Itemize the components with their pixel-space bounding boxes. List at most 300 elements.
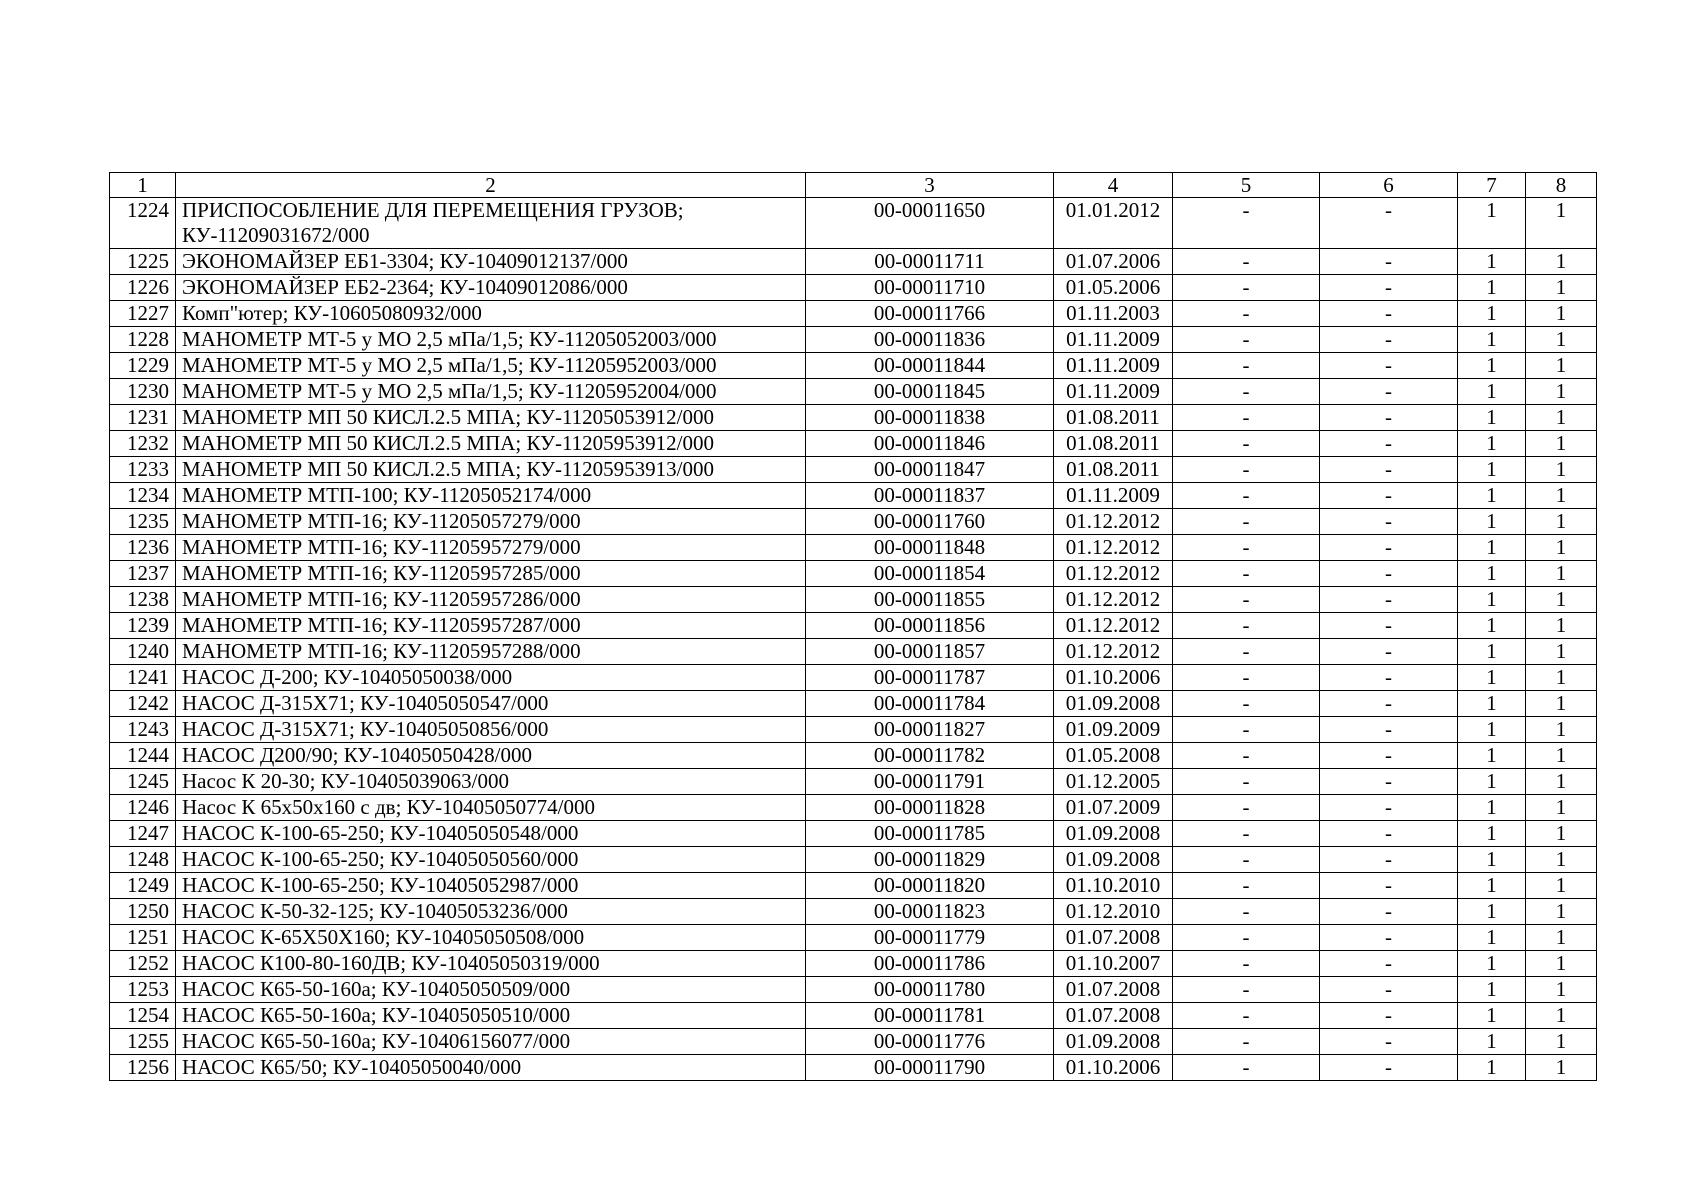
- table-header-row: [110, 173, 1597, 198]
- table-row: [110, 198, 1597, 249]
- column-6-cell: -: [1320, 535, 1458, 561]
- column-7-cell: 1: [1458, 457, 1526, 483]
- row-number-cell: 1246: [110, 795, 176, 821]
- table-row: [110, 717, 1597, 743]
- column-6-cell: -: [1320, 951, 1458, 977]
- column-7-cell: 1: [1458, 1029, 1526, 1055]
- column-6-cell: -: [1320, 405, 1458, 431]
- inventory-code-cell: 00-00011854: [806, 561, 1054, 587]
- item-name-cell: НАСОС К-50-32-125; КУ-10405053236/000: [176, 899, 806, 925]
- column-6-cell: -: [1320, 587, 1458, 613]
- date-cell: 01.11.2009: [1054, 327, 1173, 353]
- column-7-cell: 1: [1458, 379, 1526, 405]
- item-name-cell: НАСОС Д-315Х71; КУ-10405050856/000: [176, 717, 806, 743]
- table-row: [110, 925, 1597, 951]
- inventory-code-cell: 00-00011844: [806, 353, 1054, 379]
- inventory-code-cell: 00-00011790: [806, 1055, 1054, 1081]
- column-8-cell: 1: [1526, 561, 1597, 587]
- column-6-cell: -: [1320, 873, 1458, 899]
- row-number-cell: 1242: [110, 691, 176, 717]
- row-number-cell: 1233: [110, 457, 176, 483]
- date-cell: 01.12.2012: [1054, 509, 1173, 535]
- column-7-cell: 1: [1458, 847, 1526, 873]
- inventory-code-cell: 00-00011787: [806, 665, 1054, 691]
- date-cell: 01.12.2010: [1054, 899, 1173, 925]
- column-5-cell: -: [1173, 899, 1320, 925]
- inventory-code-cell: 00-00011779: [806, 925, 1054, 951]
- column-header: 7: [1458, 173, 1526, 198]
- column-6-cell: -: [1320, 847, 1458, 873]
- row-number-cell: 1251: [110, 925, 176, 951]
- date-cell: 01.12.2012: [1054, 561, 1173, 587]
- column-5-cell: -: [1173, 1029, 1320, 1055]
- column-6-cell: -: [1320, 691, 1458, 717]
- column-8-cell: 1: [1526, 847, 1597, 873]
- inventory-code-cell: 00-00011710: [806, 275, 1054, 301]
- table-row: [110, 1055, 1597, 1081]
- column-6-cell: -: [1320, 457, 1458, 483]
- table-row: [110, 873, 1597, 899]
- item-name-cell: МАНОМЕТР МТ-5 у МО 2,5 мПа/1,5; КУ-11205052003/000: [176, 327, 806, 353]
- column-8-cell: 1: [1526, 483, 1597, 509]
- inventory-code-cell: 00-00011838: [806, 405, 1054, 431]
- column-8-cell: 1: [1526, 1055, 1597, 1081]
- column-6-cell: -: [1320, 509, 1458, 535]
- item-name-cell: НАСОС К-100-65-250; КУ-10405052987/000: [176, 873, 806, 899]
- column-8-cell: 1: [1526, 457, 1597, 483]
- row-number-cell: 1253: [110, 977, 176, 1003]
- column-5-cell: -: [1173, 691, 1320, 717]
- column-7-cell: 1: [1458, 561, 1526, 587]
- column-6-cell: -: [1320, 795, 1458, 821]
- date-cell: 01.12.2012: [1054, 639, 1173, 665]
- column-5-cell: -: [1173, 873, 1320, 899]
- column-6-cell: -: [1320, 899, 1458, 925]
- column-7-cell: 1: [1458, 405, 1526, 431]
- date-cell: 01.07.2008: [1054, 977, 1173, 1003]
- date-cell: 01.11.2009: [1054, 379, 1173, 405]
- column-7-cell: 1: [1458, 327, 1526, 353]
- column-8-cell: 1: [1526, 301, 1597, 327]
- table-row: [110, 821, 1597, 847]
- date-cell: 01.01.2012: [1054, 198, 1173, 249]
- column-6-cell: -: [1320, 275, 1458, 301]
- row-number-cell: 1248: [110, 847, 176, 873]
- row-number-cell: 1230: [110, 379, 176, 405]
- column-8-cell: 1: [1526, 327, 1597, 353]
- row-number-cell: 1231: [110, 405, 176, 431]
- table-row: [110, 795, 1597, 821]
- column-7-cell: 1: [1458, 275, 1526, 301]
- item-name-cell: НАСОС Д200/90; КУ-10405050428/000: [176, 743, 806, 769]
- date-cell: 01.11.2003: [1054, 301, 1173, 327]
- item-name-cell: МАНОМЕТР МП 50 КИСЛ.2.5 МПА; КУ-11205953913/000: [176, 457, 806, 483]
- table-row: [110, 249, 1597, 275]
- item-name-cell: НАСОС К65/50; КУ-10405050040/000: [176, 1055, 806, 1081]
- column-8-cell: 1: [1526, 769, 1597, 795]
- column-5-cell: -: [1173, 353, 1320, 379]
- column-6-cell: -: [1320, 977, 1458, 1003]
- column-7-cell: 1: [1458, 951, 1526, 977]
- item-name-cell: НАСОС К-100-65-250; КУ-10405050548/000: [176, 821, 806, 847]
- date-cell: 01.10.2006: [1054, 1055, 1173, 1081]
- item-name-cell: Насос К 20-30; КУ-10405039063/000: [176, 769, 806, 795]
- table-row: [110, 535, 1597, 561]
- column-6-cell: -: [1320, 639, 1458, 665]
- column-5-cell: -: [1173, 925, 1320, 951]
- date-cell: 01.10.2006: [1054, 665, 1173, 691]
- column-5-cell: -: [1173, 1055, 1320, 1081]
- column-6-cell: -: [1320, 561, 1458, 587]
- item-name-cell: МАНОМЕТР МТП-16; КУ-11205957286/000: [176, 587, 806, 613]
- item-name-cell: МАНОМЕТР МП 50 КИСЛ.2.5 МПА; КУ-11205953912/000: [176, 431, 806, 457]
- inventory-code-cell: 00-00011711: [806, 249, 1054, 275]
- column-5-cell: -: [1173, 795, 1320, 821]
- column-8-cell: 1: [1526, 691, 1597, 717]
- inventory-code-cell: 00-00011845: [806, 379, 1054, 405]
- column-8-cell: 1: [1526, 977, 1597, 1003]
- row-number-cell: 1255: [110, 1029, 176, 1055]
- column-7-cell: 1: [1458, 483, 1526, 509]
- item-name-cell: МАНОМЕТР МТП-16; КУ-11205957288/000: [176, 639, 806, 665]
- column-7-cell: 1: [1458, 639, 1526, 665]
- column-8-cell: 1: [1526, 198, 1597, 249]
- column-5-cell: -: [1173, 587, 1320, 613]
- column-8-cell: 1: [1526, 509, 1597, 535]
- date-cell: 01.12.2012: [1054, 535, 1173, 561]
- date-cell: 01.12.2012: [1054, 587, 1173, 613]
- column-header: 2: [176, 173, 806, 198]
- table-row: [110, 847, 1597, 873]
- row-number-cell: 1228: [110, 327, 176, 353]
- column-5-cell: -: [1173, 821, 1320, 847]
- row-number-cell: 1241: [110, 665, 176, 691]
- row-number-cell: 1235: [110, 509, 176, 535]
- column-6-cell: -: [1320, 1055, 1458, 1081]
- table-row: [110, 639, 1597, 665]
- column-6-cell: -: [1320, 821, 1458, 847]
- column-8-cell: 1: [1526, 899, 1597, 925]
- table-row: [110, 743, 1597, 769]
- column-5-cell: -: [1173, 717, 1320, 743]
- date-cell: 01.09.2008: [1054, 847, 1173, 873]
- column-7-cell: 1: [1458, 925, 1526, 951]
- item-name-cell: НАСОС К65-50-160а; КУ-10406156077/000: [176, 1029, 806, 1055]
- column-6-cell: -: [1320, 613, 1458, 639]
- column-7-cell: 1: [1458, 353, 1526, 379]
- table-row: [110, 691, 1597, 717]
- table-row: [110, 509, 1597, 535]
- date-cell: 01.07.2009: [1054, 795, 1173, 821]
- column-8-cell: 1: [1526, 821, 1597, 847]
- inventory-code-cell: 00-00011827: [806, 717, 1054, 743]
- table-row: [110, 483, 1597, 509]
- table-row: [110, 457, 1597, 483]
- row-number-cell: 1252: [110, 951, 176, 977]
- row-number-cell: 1232: [110, 431, 176, 457]
- column-5-cell: -: [1173, 847, 1320, 873]
- column-5-cell: -: [1173, 431, 1320, 457]
- column-5-cell: -: [1173, 198, 1320, 249]
- column-7-cell: 1: [1458, 873, 1526, 899]
- inventory-code-cell: 00-00011782: [806, 743, 1054, 769]
- table-row: [110, 431, 1597, 457]
- inventory-code-cell: 00-00011791: [806, 769, 1054, 795]
- column-8-cell: 1: [1526, 743, 1597, 769]
- column-header: 3: [806, 173, 1054, 198]
- column-8-cell: 1: [1526, 249, 1597, 275]
- date-cell: 01.07.2008: [1054, 925, 1173, 951]
- table-row: [110, 353, 1597, 379]
- row-number-cell: 1227: [110, 301, 176, 327]
- table-row: [110, 275, 1597, 301]
- column-7-cell: 1: [1458, 717, 1526, 743]
- column-6-cell: -: [1320, 665, 1458, 691]
- inventory-code-cell: 00-00011766: [806, 301, 1054, 327]
- row-number-cell: 1237: [110, 561, 176, 587]
- date-cell: 01.10.2010: [1054, 873, 1173, 899]
- column-6-cell: -: [1320, 353, 1458, 379]
- item-name-cell: ЭКОНОМАЙЗЕР ЕБ1-3304; КУ-10409012137/000: [176, 249, 806, 275]
- table-row: [110, 613, 1597, 639]
- column-6-cell: -: [1320, 198, 1458, 249]
- row-number-cell: 1226: [110, 275, 176, 301]
- column-7-cell: 1: [1458, 665, 1526, 691]
- column-7-cell: 1: [1458, 535, 1526, 561]
- column-6-cell: -: [1320, 301, 1458, 327]
- column-8-cell: 1: [1526, 795, 1597, 821]
- date-cell: 01.09.2008: [1054, 1029, 1173, 1055]
- date-cell: 01.10.2007: [1054, 951, 1173, 977]
- column-7-cell: 1: [1458, 743, 1526, 769]
- column-8-cell: 1: [1526, 1029, 1597, 1055]
- item-name-cell: МАНОМЕТР МТП-16; КУ-11205057279/000: [176, 509, 806, 535]
- column-5-cell: -: [1173, 535, 1320, 561]
- table-row: [110, 587, 1597, 613]
- inventory-code-cell: 00-00011847: [806, 457, 1054, 483]
- column-6-cell: -: [1320, 379, 1458, 405]
- column-8-cell: 1: [1526, 275, 1597, 301]
- table-row: [110, 899, 1597, 925]
- column-7-cell: 1: [1458, 691, 1526, 717]
- column-5-cell: -: [1173, 1003, 1320, 1029]
- table-row: [110, 561, 1597, 587]
- column-8-cell: 1: [1526, 925, 1597, 951]
- inventory-code-cell: 00-00011785: [806, 821, 1054, 847]
- inventory-code-cell: 00-00011829: [806, 847, 1054, 873]
- inventory-code-cell: 00-00011784: [806, 691, 1054, 717]
- column-8-cell: 1: [1526, 405, 1597, 431]
- table-row: [110, 301, 1597, 327]
- column-5-cell: -: [1173, 977, 1320, 1003]
- item-name-cell: МАНОМЕТР МТП-16; КУ-11205957287/000: [176, 613, 806, 639]
- column-6-cell: -: [1320, 249, 1458, 275]
- column-header: 1: [110, 173, 176, 198]
- column-5-cell: -: [1173, 639, 1320, 665]
- column-7-cell: 1: [1458, 769, 1526, 795]
- column-5-cell: -: [1173, 743, 1320, 769]
- row-number-cell: 1224: [110, 198, 176, 249]
- row-number-cell: 1250: [110, 899, 176, 925]
- table-row: [110, 1029, 1597, 1055]
- table-body: [110, 198, 1597, 1081]
- column-7-cell: 1: [1458, 509, 1526, 535]
- inventory-code-cell: 00-00011780: [806, 977, 1054, 1003]
- column-8-cell: 1: [1526, 665, 1597, 691]
- column-7-cell: 1: [1458, 198, 1526, 249]
- date-cell: 01.09.2008: [1054, 821, 1173, 847]
- date-cell: 01.11.2009: [1054, 483, 1173, 509]
- column-7-cell: 1: [1458, 1055, 1526, 1081]
- column-7-cell: 1: [1458, 301, 1526, 327]
- inventory-code-cell: 00-00011855: [806, 587, 1054, 613]
- item-name-cell: НАСОС Д-315Х71; КУ-10405050547/000: [176, 691, 806, 717]
- item-name-cell: МАНОМЕТР МП 50 КИСЛ.2.5 МПА; КУ-11205053912/000: [176, 405, 806, 431]
- column-7-cell: 1: [1458, 977, 1526, 1003]
- column-7-cell: 1: [1458, 795, 1526, 821]
- item-name-cell: МАНОМЕТР МТП-100; КУ-11205052174/000: [176, 483, 806, 509]
- date-cell: 01.05.2006: [1054, 275, 1173, 301]
- column-7-cell: 1: [1458, 587, 1526, 613]
- item-name-cell: НАСОС К-100-65-250; КУ-10405050560/000: [176, 847, 806, 873]
- column-6-cell: -: [1320, 769, 1458, 795]
- column-6-cell: -: [1320, 1029, 1458, 1055]
- column-7-cell: 1: [1458, 821, 1526, 847]
- column-6-cell: -: [1320, 1003, 1458, 1029]
- row-number-cell: 1240: [110, 639, 176, 665]
- item-name-cell: НАСОС Д-200; КУ-10405050038/000: [176, 665, 806, 691]
- column-7-cell: 1: [1458, 1003, 1526, 1029]
- column-8-cell: 1: [1526, 379, 1597, 405]
- row-number-cell: 1249: [110, 873, 176, 899]
- column-header: 5: [1173, 173, 1320, 198]
- date-cell: 01.08.2011: [1054, 457, 1173, 483]
- item-name-cell: ПРИСПОСОБЛЕНИЕ ДЛЯ ПЕРЕМЕЩЕНИЯ ГРУЗОВ; КУ-11209031672/000: [176, 198, 806, 249]
- column-7-cell: 1: [1458, 431, 1526, 457]
- column-5-cell: -: [1173, 275, 1320, 301]
- column-5-cell: -: [1173, 249, 1320, 275]
- date-cell: 01.09.2009: [1054, 717, 1173, 743]
- item-name-cell: Насос К 65х50х160 с дв; КУ-10405050774/000: [176, 795, 806, 821]
- column-8-cell: 1: [1526, 951, 1597, 977]
- item-name-cell: МАНОМЕТР МТ-5 у МО 2,5 мПа/1,5; КУ-11205952003/000: [176, 353, 806, 379]
- inventory-code-cell: 00-00011776: [806, 1029, 1054, 1055]
- date-cell: 01.12.2005: [1054, 769, 1173, 795]
- column-5-cell: -: [1173, 457, 1320, 483]
- table-row: [110, 327, 1597, 353]
- row-number-cell: 1254: [110, 1003, 176, 1029]
- inventory-code-cell: 00-00011820: [806, 873, 1054, 899]
- row-number-cell: 1225: [110, 249, 176, 275]
- date-cell: 01.12.2012: [1054, 613, 1173, 639]
- column-5-cell: -: [1173, 405, 1320, 431]
- inventory-code-cell: 00-00011848: [806, 535, 1054, 561]
- column-5-cell: -: [1173, 509, 1320, 535]
- column-7-cell: 1: [1458, 249, 1526, 275]
- column-5-cell: -: [1173, 613, 1320, 639]
- inventory-code-cell: 00-00011846: [806, 431, 1054, 457]
- inventory-code-cell: 00-00011781: [806, 1003, 1054, 1029]
- column-5-cell: -: [1173, 327, 1320, 353]
- column-5-cell: -: [1173, 561, 1320, 587]
- inventory-code-cell: 00-00011786: [806, 951, 1054, 977]
- inventory-code-cell: 00-00011856: [806, 613, 1054, 639]
- column-8-cell: 1: [1526, 1003, 1597, 1029]
- inventory-code-cell: 00-00011650: [806, 198, 1054, 249]
- column-header: 8: [1526, 173, 1597, 198]
- item-name-cell: МАНОМЕТР МТ-5 у МО 2,5 мПа/1,5; КУ-11205952004/000: [176, 379, 806, 405]
- item-name-cell: ЭКОНОМАЙЗЕР ЕБ2-2364; КУ-10409012086/000: [176, 275, 806, 301]
- row-number-cell: 1239: [110, 613, 176, 639]
- item-name-cell: МАНОМЕТР МТП-16; КУ-11205957285/000: [176, 561, 806, 587]
- row-number-cell: 1238: [110, 587, 176, 613]
- table-row: [110, 769, 1597, 795]
- date-cell: 01.08.2011: [1054, 431, 1173, 457]
- table-row: [110, 665, 1597, 691]
- table-row: [110, 379, 1597, 405]
- table-row: [110, 405, 1597, 431]
- inventory-code-cell: 00-00011760: [806, 509, 1054, 535]
- date-cell: 01.05.2008: [1054, 743, 1173, 769]
- inventory-code-cell: 00-00011823: [806, 899, 1054, 925]
- column-5-cell: -: [1173, 301, 1320, 327]
- column-8-cell: 1: [1526, 639, 1597, 665]
- column-6-cell: -: [1320, 717, 1458, 743]
- row-number-cell: 1245: [110, 769, 176, 795]
- column-5-cell: -: [1173, 951, 1320, 977]
- date-cell: 01.09.2008: [1054, 691, 1173, 717]
- inventory-code-cell: 00-00011857: [806, 639, 1054, 665]
- column-6-cell: -: [1320, 925, 1458, 951]
- date-cell: 01.07.2006: [1054, 249, 1173, 275]
- column-7-cell: 1: [1458, 613, 1526, 639]
- row-number-cell: 1244: [110, 743, 176, 769]
- column-8-cell: 1: [1526, 535, 1597, 561]
- column-header: 6: [1320, 173, 1458, 198]
- column-6-cell: -: [1320, 743, 1458, 769]
- column-7-cell: 1: [1458, 899, 1526, 925]
- inventory-code-cell: 00-00011837: [806, 483, 1054, 509]
- column-header: 4: [1054, 173, 1173, 198]
- item-name-cell: НАСОС К65-50-160а; КУ-10405050509/000: [176, 977, 806, 1003]
- inventory-code-cell: 00-00011836: [806, 327, 1054, 353]
- column-6-cell: -: [1320, 483, 1458, 509]
- column-6-cell: -: [1320, 431, 1458, 457]
- row-number-cell: 1236: [110, 535, 176, 561]
- inventory-table: [109, 172, 1597, 1081]
- row-number-cell: 1229: [110, 353, 176, 379]
- row-number-cell: 1256: [110, 1055, 176, 1081]
- column-8-cell: 1: [1526, 613, 1597, 639]
- column-8-cell: 1: [1526, 873, 1597, 899]
- column-8-cell: 1: [1526, 431, 1597, 457]
- table-row: [110, 1003, 1597, 1029]
- column-5-cell: -: [1173, 483, 1320, 509]
- row-number-cell: 1243: [110, 717, 176, 743]
- row-number-cell: 1234: [110, 483, 176, 509]
- table-row: [110, 951, 1597, 977]
- item-name-cell: Комп"ютер; КУ-10605080932/000: [176, 301, 806, 327]
- column-5-cell: -: [1173, 769, 1320, 795]
- column-5-cell: -: [1173, 665, 1320, 691]
- table-row: [110, 977, 1597, 1003]
- column-6-cell: -: [1320, 327, 1458, 353]
- column-8-cell: 1: [1526, 587, 1597, 613]
- date-cell: 01.07.2008: [1054, 1003, 1173, 1029]
- inventory-code-cell: 00-00011828: [806, 795, 1054, 821]
- date-cell: 01.11.2009: [1054, 353, 1173, 379]
- item-name-cell: НАСОС К100-80-160ДВ; КУ-10405050319/000: [176, 951, 806, 977]
